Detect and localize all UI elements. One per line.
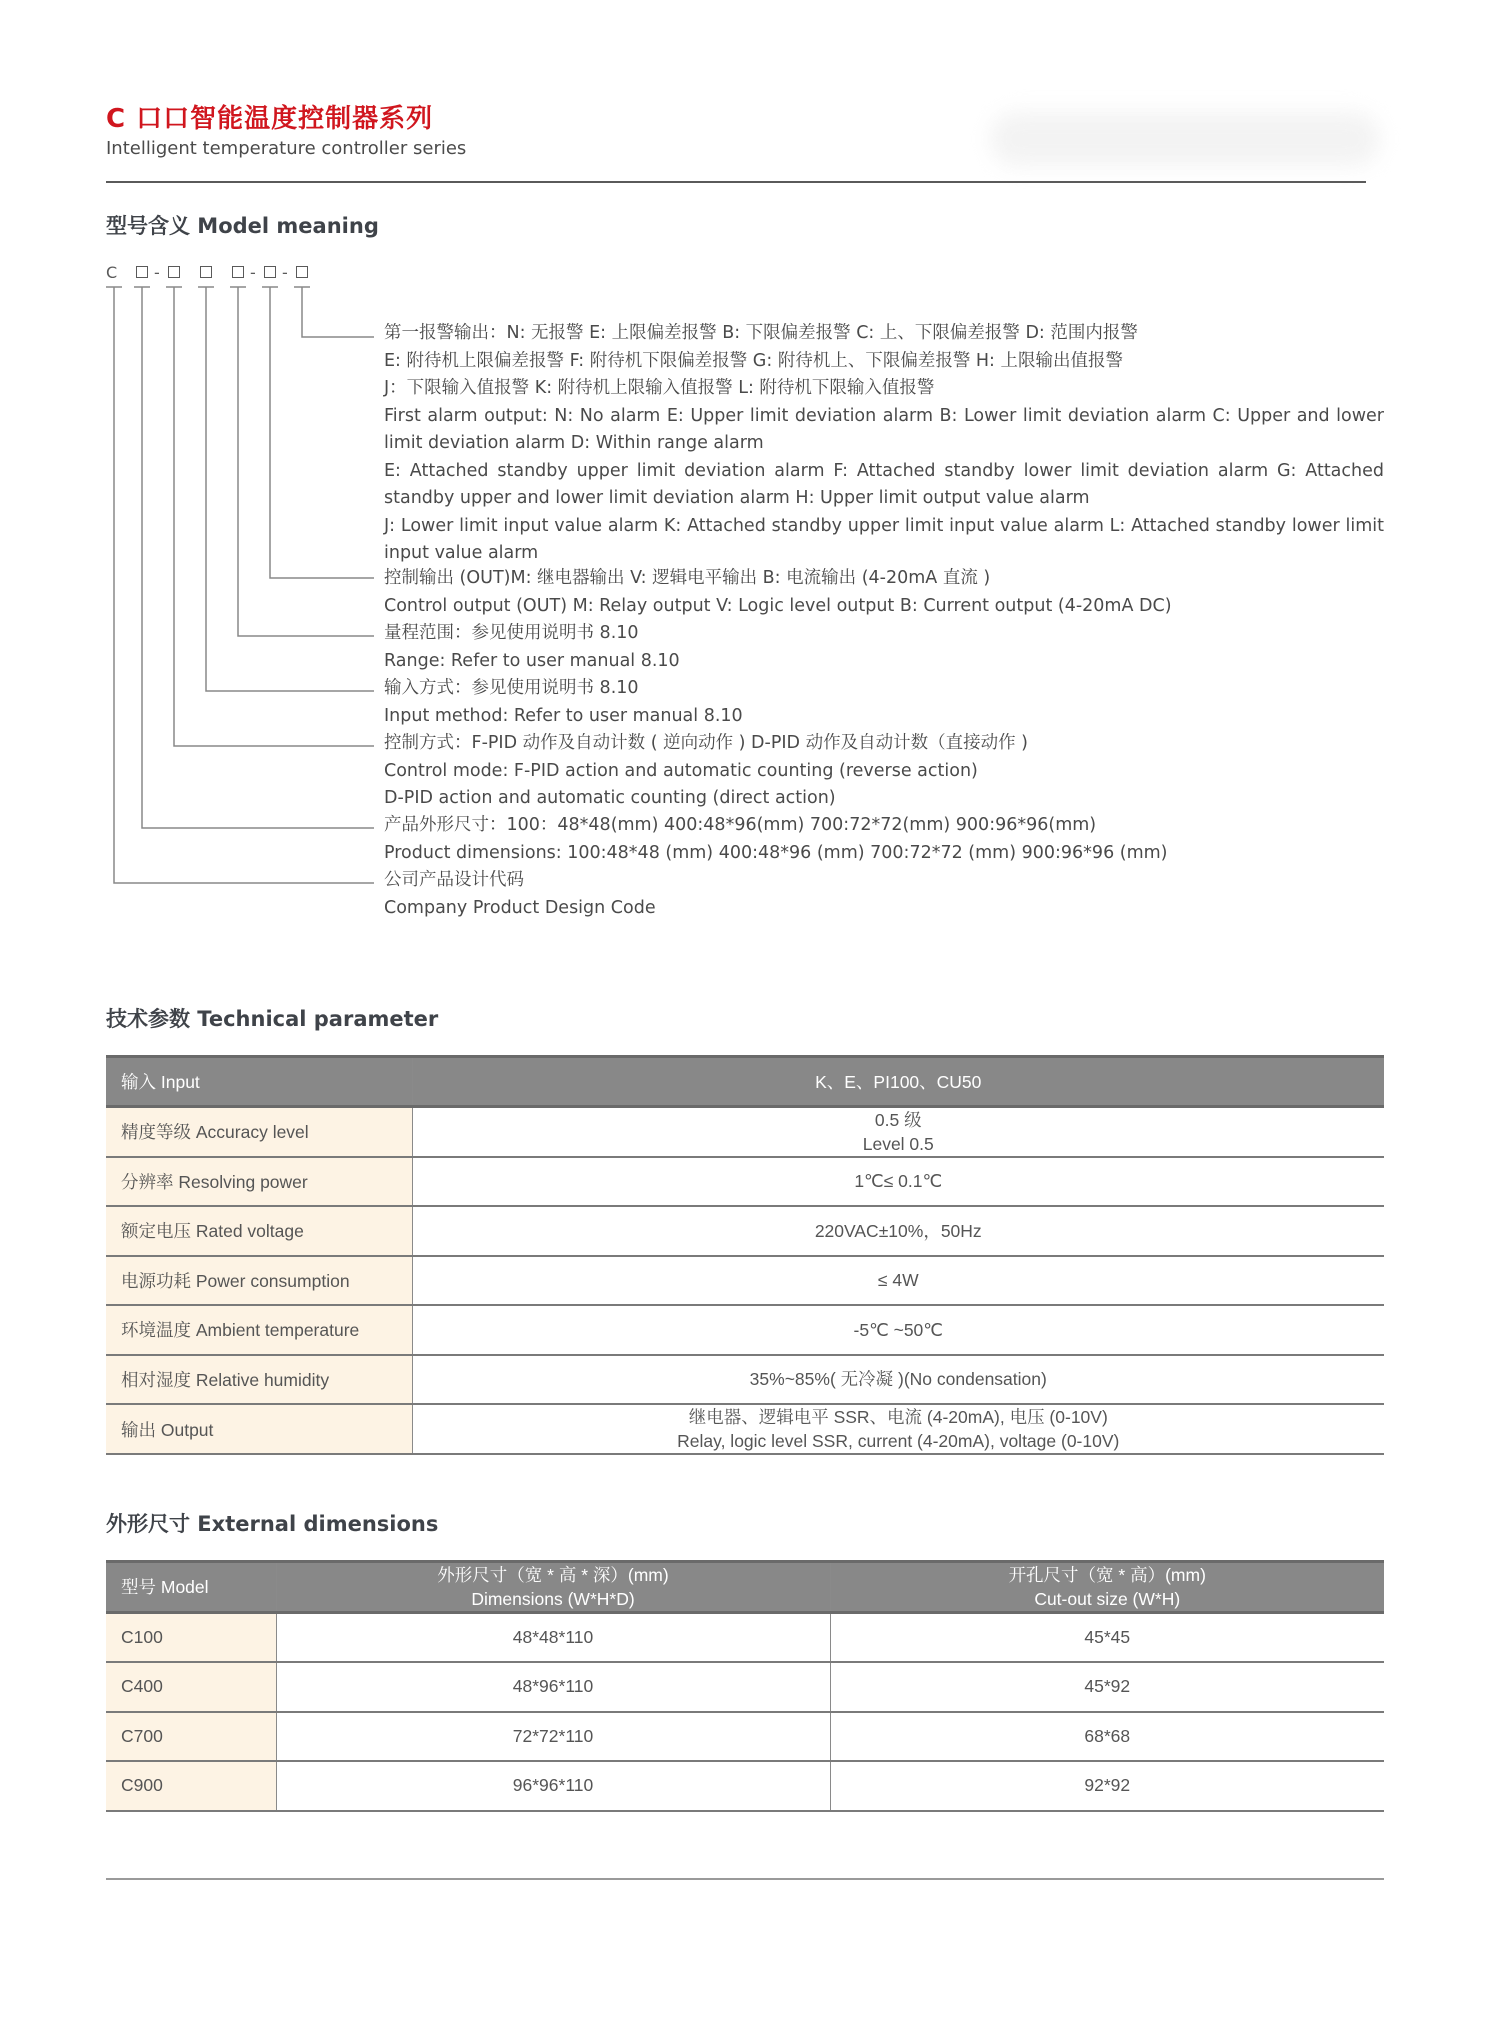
desc-line: 产品外形尺寸：100：48*48(mm) 400:48*96(mm) 700:72*72(mm) 900:96*96(mm) (384, 815, 1097, 835)
table-row (106, 1712, 1384, 1762)
row-label: 环境温度 Ambient temperature (106, 1305, 412, 1355)
desc-line: 控制方式：F-PID 动作及自动计数 ( 逆向动作 ) D-PID 动作及自动计数（直接动作 ) (384, 733, 1028, 753)
desc-line: 控制输出 (OUT)M: 继电器输出 V: 逻辑电平输出 B: 电流输出 (4-20mA 直流 ) (384, 568, 991, 588)
desc-line: E: Attached standby upper limit deviation alarm F: Attached standby lower limit deviation alarm G: Attached standby upper and lower limit deviation alarm H: Upper limit output value alarm (384, 460, 1384, 508)
desc-line: Company Product Design Code (384, 897, 656, 918)
table-row (106, 1256, 1384, 1306)
desc-line: 第一报警输出：N: 无报警 E: 上限偏差报警 B: 下限偏差报警 C: 上、下限偏差报警 D: 范围内报警 (384, 323, 1138, 343)
row-value: 35%~85%( 无冷凝 )(No condensation) (412, 1355, 1384, 1405)
cell-cutout: 92*92 (830, 1761, 1384, 1811)
external-dimensions-title: 外形尺寸 External dimensions (106, 1512, 439, 1536)
desc-control-mode (384, 730, 1384, 813)
code-slot-alarm (296, 266, 308, 278)
external-dimensions-table (106, 1560, 1384, 1812)
value-line: Level 0.5 (862, 1133, 934, 1154)
header-line: 外形尺寸（宽 * 高 * 深）(mm) (437, 1565, 669, 1585)
header-line: 开孔尺寸（宽 * 高）(mm) (1008, 1565, 1206, 1585)
desc-input-method (384, 675, 1384, 730)
row-value (412, 1404, 1384, 1454)
desc-line: D-PID action and automatic counting (direct action) (384, 788, 836, 808)
blurred-header-decoration (990, 112, 1380, 166)
desc-line: Product dimensions: 100:48*48 (mm) 400:48*96 (mm) 700:72*72 (mm) 900:96*96 (mm) (384, 842, 1168, 863)
row-value: 220VAC±10%，50Hz (412, 1206, 1384, 1256)
leader-company-code (114, 287, 374, 883)
leader-product-dimensions (142, 287, 374, 828)
header-cutout (830, 1562, 1384, 1613)
table-row (106, 1157, 1384, 1207)
page-subtitle: Intelligent temperature controller series (106, 138, 467, 159)
technical-parameter-title: 技术参数 Technical parameter (106, 1007, 439, 1031)
row-value: -5℃ ~50℃ (412, 1305, 1384, 1355)
desc-line: Range: Refer to user manual 8.10 (384, 650, 680, 671)
row-value: ≤ 4W (412, 1256, 1384, 1306)
desc-line: 量程范围：参见使用说明书 8.10 (384, 623, 639, 643)
code-slot-range (232, 266, 244, 278)
desc-line: J: Lower limit input value alarm K: Attached standby upper limit input value alarm L: Attached standby lower limit input value alarm (384, 515, 1384, 563)
cell-model: C400 (106, 1662, 276, 1712)
table-row (106, 1206, 1384, 1256)
model-meaning-title: 型号含义 Model meaning (106, 214, 379, 238)
cell-cutout: 68*68 (830, 1712, 1384, 1762)
cell-cutout: 45*45 (830, 1613, 1384, 1663)
table-row (106, 1662, 1384, 1712)
leader-control-output (270, 287, 374, 578)
desc-line: Control mode: F-PID action and automatic counting (reverse action) (384, 760, 978, 781)
value-line: 继电器、逻辑电平 SSR、电流 (4-20mA), 电压 (0-10V) (688, 1407, 1108, 1427)
table-header-row (106, 1562, 1384, 1613)
value-line: 0.5 级 (874, 1109, 922, 1130)
page-title: C 口口智能温度控制器系列 (106, 104, 434, 134)
cell-dimensions: 96*96*110 (276, 1761, 830, 1811)
cell-dimensions: 72*72*110 (276, 1712, 830, 1762)
leader-range (238, 287, 374, 636)
desc-alarm (384, 320, 1384, 568)
header-dimensions (276, 1562, 830, 1613)
row-label: 分辨率 Resolving power (106, 1157, 412, 1207)
desc-line: J：下限输入值报警 K: 附待机上限输入值报警 L: 附待机下限输入值报警 (384, 378, 935, 398)
row-label: 输出 Output (106, 1404, 412, 1454)
desc-product-dimensions (384, 812, 1384, 867)
cell-model: C100 (106, 1613, 276, 1663)
cell-model: C700 (106, 1712, 276, 1762)
code-dash: - (250, 263, 256, 282)
table-row (106, 1613, 1384, 1663)
header-label: 输入 Input (106, 1057, 412, 1107)
desc-line: Input method: Refer to user manual 8.10 (384, 705, 743, 726)
cell-cutout: 45*92 (830, 1662, 1384, 1712)
code-slot-control-mode (168, 266, 180, 278)
desc-company-code (384, 867, 1384, 922)
table-row (106, 1355, 1384, 1405)
technical-parameter-table (106, 1055, 1384, 1455)
code-slot-dimensions (136, 266, 148, 278)
cell-dimensions: 48*96*110 (276, 1662, 830, 1712)
table-row (106, 1305, 1384, 1355)
value-line: Relay, logic level SSR, current (4-20mA), voltage (0-10V) (677, 1431, 1120, 1451)
leader-input-method (206, 287, 374, 691)
header-line: Dimensions (W*H*D) (471, 1589, 635, 1609)
cell-dimensions: 48*48*110 (276, 1613, 830, 1663)
desc-line: First alarm output: N: No alarm E: Upper limit deviation alarm B: Lower limit deviation alarm C: Upper and lower limit deviation alarm D: Within range alarm (384, 405, 1384, 453)
row-label: 精度等级 Accuracy level (106, 1106, 412, 1157)
desc-line: 输入方式：参见使用说明书 8.10 (384, 678, 639, 698)
row-label: 相对湿度 Relative humidity (106, 1355, 412, 1405)
row-value (412, 1106, 1384, 1157)
desc-range (384, 620, 1384, 675)
code-prefix: C (106, 263, 118, 282)
row-label: 额定电压 Rated voltage (106, 1206, 412, 1256)
code-slot-input-method (200, 266, 212, 278)
row-value: 1℃≤ 0.1℃ (412, 1157, 1384, 1207)
desc-line: 公司产品设计代码 (384, 870, 524, 890)
header-line: Cut-out size (W*H) (1034, 1589, 1181, 1609)
table-row (106, 1404, 1384, 1454)
leader-alarm (302, 287, 374, 337)
code-dash: - (154, 263, 160, 282)
header-divider (106, 181, 1366, 183)
header-model: 型号 Model (106, 1562, 276, 1613)
row-label: 电源功耗 Power consumption (106, 1256, 412, 1306)
code-dash: - (282, 263, 288, 282)
desc-line: E: 附待机上限偏差报警 F: 附待机下限偏差报警 G: 附待机上、下限偏差报警 H: 上限输出值报警 (384, 350, 1124, 371)
leader-control-mode (174, 287, 374, 746)
footer-divider (106, 1878, 1384, 1880)
code-slot-control-output (264, 266, 276, 278)
table-row (106, 1761, 1384, 1811)
desc-line: Control output (OUT) M: Relay output V: Logic level output B: Current output (4-20mA DC) (384, 595, 1172, 616)
desc-control-output (384, 565, 1384, 620)
table-header-row (106, 1057, 1384, 1107)
header-value: K、E、PI100、CU50 (412, 1057, 1384, 1107)
table-row (106, 1106, 1384, 1157)
cell-model: C900 (106, 1761, 276, 1811)
